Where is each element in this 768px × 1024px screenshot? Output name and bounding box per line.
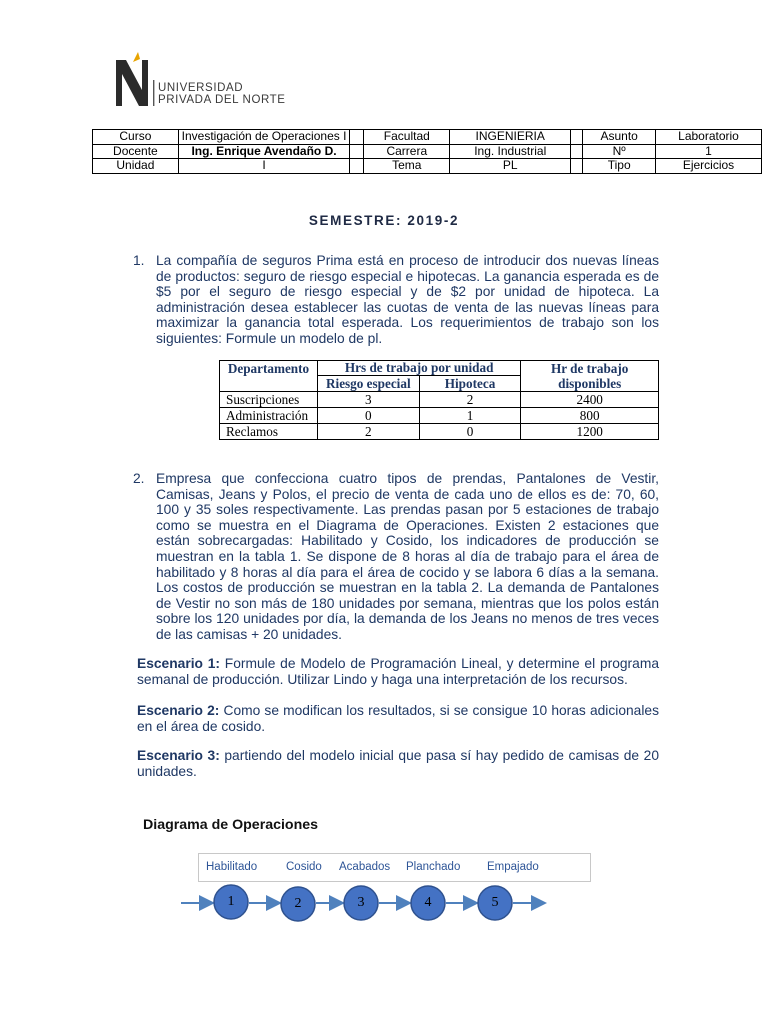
table-cell: 1200 bbox=[521, 424, 659, 440]
column-header-riesgo: Riesgo especial bbox=[317, 376, 419, 392]
escenario-3-label: Escenario 3: bbox=[137, 748, 220, 763]
header-cell: Docente bbox=[93, 144, 179, 159]
table-cell: 2 bbox=[419, 392, 521, 408]
header-cell: Carrera bbox=[364, 144, 450, 159]
escenario-3-text: partiendo del modelo inicial que pasa sí hay pedido de camisas de 20 unidades. bbox=[137, 748, 659, 779]
station-node-1-label: 1 bbox=[227, 894, 235, 909]
header-cell: INGENIERIA bbox=[450, 130, 571, 145]
column-header-hrs: Hrs de trabajo por unidad bbox=[317, 361, 520, 376]
problem-2-number: 2. bbox=[133, 471, 145, 486]
semester-heading: SEMESTRE: 2019-2 bbox=[308, 213, 460, 228]
station-label-empajado: Empajado bbox=[487, 861, 539, 873]
escenario-1-label: Escenario 1: bbox=[137, 656, 221, 671]
header-cell: Unidad bbox=[93, 159, 179, 174]
header-cell: Tipo bbox=[583, 159, 656, 174]
table-cell: 0 bbox=[419, 424, 521, 440]
escenario-2-text: Como se modifican los resultados, si se consigue 10 horas adicionales en el área de cosido. bbox=[137, 703, 659, 734]
table-cell: 2 bbox=[317, 424, 419, 440]
problem-2-text: Empresa que confecciona cuatro tipos de prendas, Pantalones de Vestir, Camisas, Jeans y Polos, el precio de venta de cada uno de ellos es de: 70, 60, 100 y 35 soles respectivamente. Las prendas pasan por 5 estaciones de trabajo como se muestra en el Diagrama de Operaciones. Existen 2 estaciones que están sobrecargadas: Habilitado y Cosido, los indicadores de producción se muestran en la tabla 1. Se dispone de 8 horas al día de trabajo para el área de habilitado y 8 horas al día para el área de cocido y se labora 6 días a la semana. Los costos de producción se muestran en la tabla 2. La demanda de Pantalones de Vestir no son más de 180 unidades por semana, mientras que los polos están sobre los 120 unidades por día, la demanda de los Jeans no menos de tres veces de las camisas + 20 unidades. bbox=[156, 471, 659, 642]
header-cell: I bbox=[178, 159, 350, 174]
table-cell: 2400 bbox=[521, 392, 659, 408]
header-cell: Nº bbox=[583, 144, 656, 159]
header-cell: Curso bbox=[93, 130, 179, 145]
station-label-habilitado: Habilitado bbox=[206, 861, 258, 873]
column-header-departamento: Departamento bbox=[220, 361, 318, 392]
header-cell: 1 bbox=[656, 144, 762, 159]
table-cell: 1 bbox=[419, 408, 521, 424]
table-cell-dept: Reclamos bbox=[220, 424, 318, 440]
station-label-cosido: Cosido bbox=[286, 861, 322, 873]
table-cell-dept: Suscripciones bbox=[220, 392, 318, 408]
header-cell: Asunto bbox=[583, 130, 656, 145]
header-cell: Ing. Industrial bbox=[450, 144, 571, 159]
logo-line-2: PRIVADA DEL NORTE bbox=[158, 94, 286, 106]
header-cell: Tema bbox=[364, 159, 450, 174]
diagram-title: Diagrama de Operaciones bbox=[143, 817, 319, 833]
station-node-4-label: 4 bbox=[424, 895, 432, 910]
escenario-1-text: Formule de Modelo de Programación Lineal, y determine el programa semanal de producción. Utilizar Lindo y haga una interpretación de los recursos. bbox=[137, 656, 659, 687]
escenario-2-label: Escenario 2: bbox=[137, 703, 220, 718]
problem-1-text: La compañía de seguros Prima está en proceso de introducir dos nuevas líneas de productos: seguro de riesgo especial e hipotecas. La ganancia esperada es de $5 por el seguro de riesgo especial y de $2 por unidad de hipoteca. La administración desea establecer las cuotas de venta de las nuevas líneas para maximizar la ganancia total esperada. Los requerimientos de trabajo son los siguientes: Formule un modelo de pl. bbox=[156, 253, 659, 346]
table-cell: 0 bbox=[317, 408, 419, 424]
problem-1-number: 1. bbox=[133, 253, 145, 268]
table-cell: 3 bbox=[317, 392, 419, 408]
header-cell: Facultad bbox=[364, 130, 450, 145]
column-header-disponibles: Hr de trabajo disponibles bbox=[521, 361, 659, 392]
table-cell: 800 bbox=[521, 408, 659, 424]
station-label-planchado: Planchado bbox=[406, 861, 461, 873]
header-cell: Ing. Enrique Avendaño D. bbox=[178, 144, 350, 159]
station-node-3-label: 3 bbox=[357, 895, 365, 910]
table-cell-dept: Administración bbox=[220, 408, 318, 424]
header-cell: PL bbox=[450, 159, 571, 174]
column-header-hipoteca: Hipoteca bbox=[419, 376, 521, 392]
header-cell: Laboratorio bbox=[656, 130, 762, 145]
station-label-acabados: Acabados bbox=[339, 861, 391, 873]
station-node-2-label: 2 bbox=[294, 896, 302, 911]
station-node-5-label: 5 bbox=[491, 895, 499, 910]
logo-line-1: UNIVERSIDAD bbox=[158, 82, 244, 94]
header-cell: Investigación de Operaciones I bbox=[178, 130, 350, 145]
header-cell: Ejercicios bbox=[656, 159, 762, 174]
